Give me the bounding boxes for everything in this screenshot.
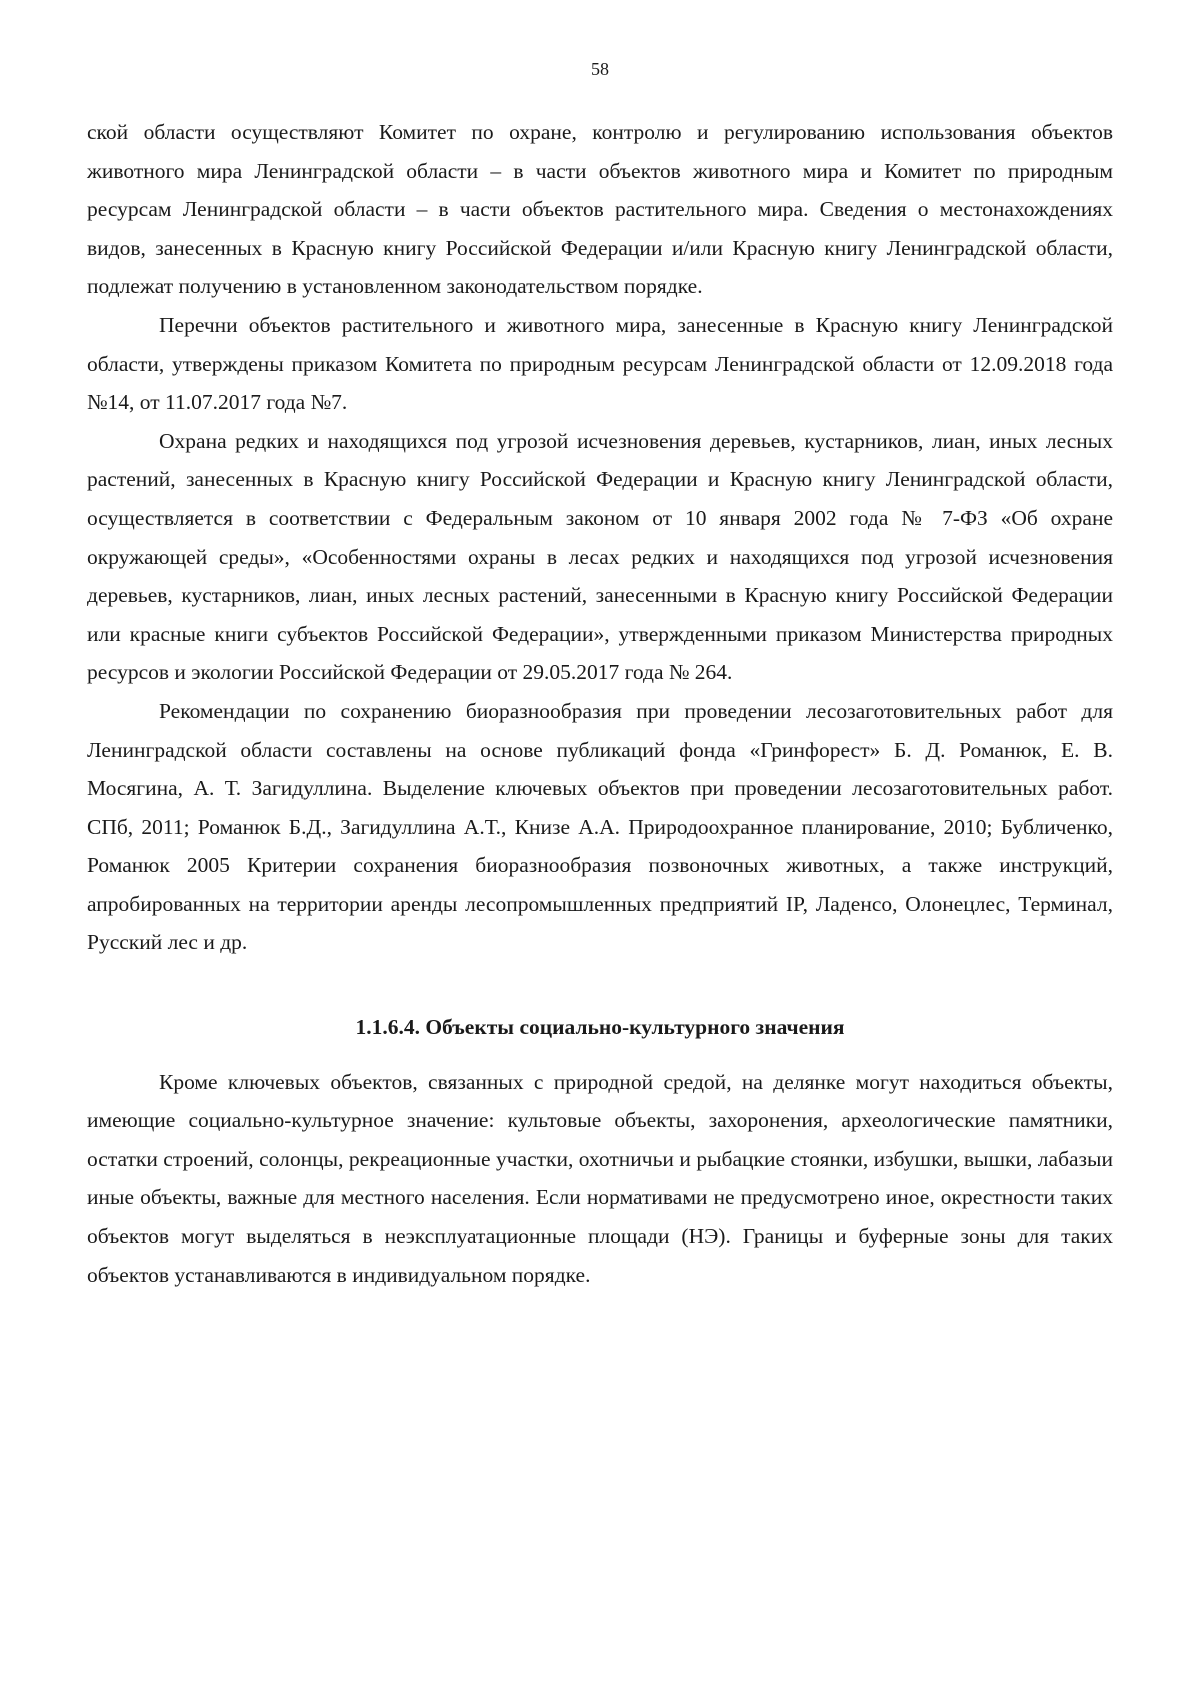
paragraph-recommendations: Рекомендации по сохранению биоразнообразия при проведении лесозаготовительных работ для Ленинградской области составлены на основе публикаций фонда «Гринфорест» Б. Д. Романюк, Е. В. Мосягина, А. Т. Загидуллина. Выделение ключевых объектов при проведении лесозаготовительных работ. СПб, 2011; Романюк Б.Д., Загидуллина А.Т., Книзе А.А. Природоохранное планирование, 2010; Бубличенко, Романюк 2005 Критерии сохранения биоразнообразия позвоночных животных, а также инструкций, апробированных на территории аренды лесопромышленных предприятий IP, Ладенсо, Олонецлес, Терминал, Русский лес и др. (87, 698, 1113, 955)
paragraph-social-cultural-objects: Кроме ключевых объектов, связанных с природной средой, на делянке могут находиться объекты, имеющие социально-культурное значение: культовые объекты, захоронения, археологические памятники, остатки строений, солонцы, рекреационные участки, охотничьи и рыбацкие стоянки, избушки, вышки, лабазыи иные объекты, важные для местного населения. Если нормативами не предусмотрено иное, окрестности таких объектов могут выделяться в неэксплуатационные площади (НЭ). Границы и буферные зоны для таких объектов устанавливаются в индивидуальном порядке. (87, 1069, 1113, 1287)
page-number: 58 (591, 59, 609, 79)
paragraph-continuation: ской области осуществляют Комитет по охране, контролю и регулированию использования объектов животного мира Ленинградской области – в части объектов животного мира и Комитет по природным ресурсам Ленинградской области – в части объектов растительного мира. Сведения о местонахождениях видов, занесенных в Красную книгу Российской Федерации и/или Красную книгу Ленинградской области, подлежат получению в установленном законодательством порядке. (87, 120, 1113, 299)
paragraph-red-book-lists: Перечни объектов растительного и животного мира, занесенные в Красную книгу Ленинградской области, утверждены приказом Комитета по природным ресурсам Ленинградской области от 12.09.2018 года №14, от 11.07.2017 года №7. (87, 312, 1113, 415)
section-heading: 1.1.6.4. Объекты социально-культурного значения (355, 1015, 845, 1040)
paragraph-protection-rules: Охрана редких и находящихся под угрозой исчезновения деревьев, кустарников, лиан, иных лесных растений, занесенных в Красную книгу Российской Федерации и Красную книгу Ленинградской области, осуществляется в соответствии с Федеральным законом от 10 января 2002 года № 7-ФЗ «Об охране окружающей среды», «Особенностями охраны в лесах редких и находящихся под угрозой исчезновения деревьев, кустарников, лиан, иных лесных растений, занесенными в Красную книгу Российской Федерации или красные книги субъектов Российской Федерации», утвержденными приказом Министерства природных ресурсов и экологии Российской Федерации от 29.05.2017 года № 264. (87, 428, 1113, 685)
page-content (87, 113, 1113, 1294)
